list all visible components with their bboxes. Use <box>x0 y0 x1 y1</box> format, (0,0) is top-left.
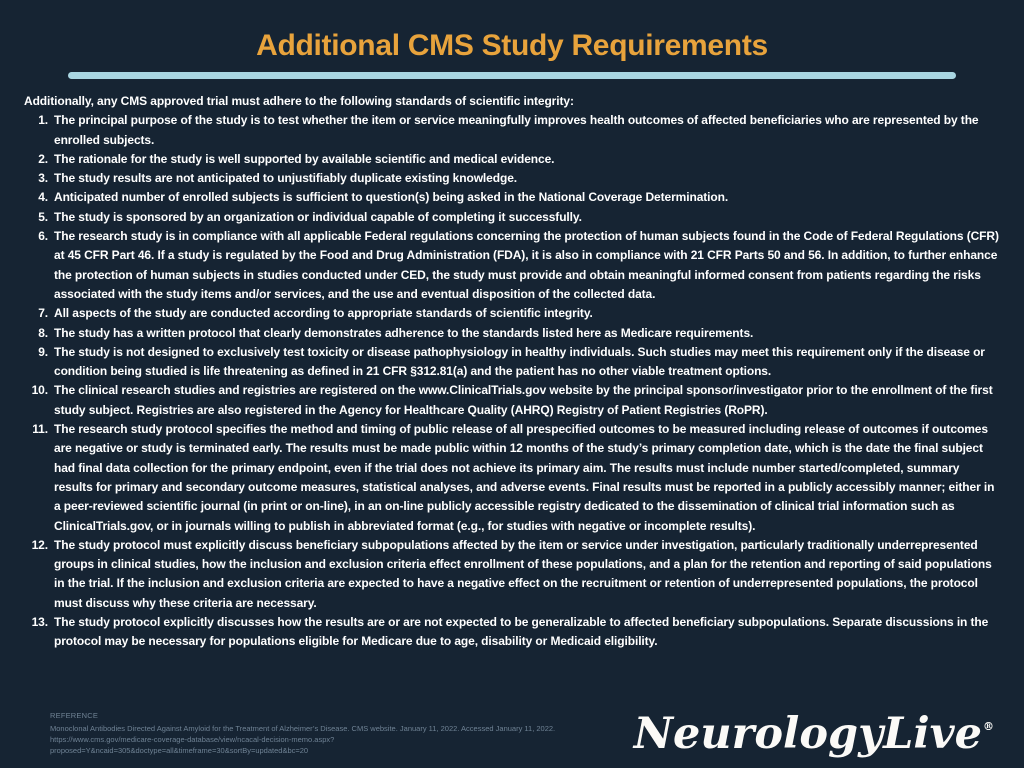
list-item <box>24 324 1000 343</box>
list-item-number: 12. <box>31 537 48 552</box>
reference-url-line1: https://www.cms.gov/medicare-coverage-database/view/ncacal-decision-memo.aspx? <box>50 735 335 744</box>
intro-text: Additionally, any CMS approved trial must adhere to the following standards of scientific integrity: <box>24 94 574 108</box>
reference-citation: Monoclonal Antibodies Directed Against Amyloid for the Treatment of Alzheimer’s Disease. CMS website. January 11, 2022. Accessed January 11, 2022. <box>50 724 556 733</box>
list-item <box>24 613 1000 652</box>
list-item-number: 1. <box>38 113 48 128</box>
list-item-text: The study protocol explicitly discusses how the results are or are not expected to be generalizable to affected beneficiary subpopulations. Separate discussions in the protocol may be necessary for populations eligible for Medicare due to age, disability or Medicaid eligibility. <box>54 615 989 649</box>
list-item-text: The clinical research studies and registries are registered on the www.ClinicalTrials.gov website by the principal sponsor/investigator prior to the enrollment of the first study subject. Registries are also registered in the Agency for Healthcare Quality (AHRQ) Registry of Patient Registries (RoPR). <box>54 383 993 417</box>
list-item-number: 10. <box>31 383 48 398</box>
list-item <box>24 420 1000 536</box>
list-item-number: 5. <box>38 209 48 224</box>
list-item-text: All aspects of the study are conducted according to appropriate standards of scientific integrity. <box>54 306 593 321</box>
list-item <box>24 304 1000 323</box>
list-item-text: The research study protocol specifies the method and timing of public release of all prespecified outcomes to be measured including release of outcomes if outcomes are negative or study is terminated early. The results must be made public within 12 months of the study’s primary completion date, which is the date the final subject had final data collection for the primary endpoint, even if the trial does not achieve its primary aim. The results must include number started/completed, summary results for primary and secondary outcome measures, statistical analyses, and adverse events. Final results must be reported in a publicly accessibly manner; either in a peer-reviewed scientific journal (in print or on-line), in an on-line publicly accessible registry dedicated to the dissemination of clinical trial information such as ClinicalTrials.gov, or in journals willing to publish in abbreviated format (e.g., for studies with negative or incomplete results). <box>54 422 995 533</box>
list-item-number: 7. <box>38 306 48 321</box>
neurologylive-logo <box>633 709 994 759</box>
list-item-text: Anticipated number of enrolled subjects is sufficient to question(s) being asked in the National Coverage Determination. <box>54 190 729 205</box>
list-item-text: The study is sponsored by an organization or individual capable of completing it successfully. <box>54 209 582 224</box>
list-item-text: The study results are not anticipated to unjustifiably duplicate existing knowledge. <box>54 171 518 186</box>
list-item <box>24 227 1000 304</box>
list-item-number: 9. <box>38 344 48 359</box>
list-item-number: 2. <box>38 151 48 166</box>
list-item <box>24 208 1000 227</box>
list-item-text: The study is not designed to exclusively test toxicity or disease pathophysiology in healthy individuals. Such studies may meet this requirement only if the disease or condition being studied is life threatening as defined in 21 CFR §312.81(a) and the patient has no other viable treatment options. <box>54 344 985 379</box>
list-item-number: 3. <box>38 171 48 186</box>
list-item-number: 8. <box>38 325 48 340</box>
list-item <box>24 150 1000 169</box>
list-item-text: The rationale for the study is well supported by available scientific and medical evidence. <box>54 151 555 166</box>
list-item-text: The study protocol must explicitly discuss beneficiary subpopulations affected by the item or service under investigation, particularly traditionally underrepresented groups in clinical studies, how the inclusion and exclusion criteria effect enrollment of these populations, and a plan for the retention and reporting of said populations in the trial. If the inclusion and exclusion criteria are expected to have a negative effect on the recruitment or retention of underrepresented populations, the protocol must discuss why these criteria are necessary. <box>54 537 992 610</box>
page-title: Additional CMS Study Requirements <box>256 29 768 62</box>
list-item <box>24 381 1000 420</box>
slide-footer <box>0 710 1024 768</box>
list-item-number: 11. <box>32 422 48 437</box>
list-item-number: 6. <box>38 229 48 244</box>
list-item <box>24 111 1000 150</box>
reference-section <box>50 710 555 756</box>
list-item <box>24 188 1000 207</box>
slide-body <box>0 79 1024 652</box>
reference-label: REFERENCE <box>50 711 99 720</box>
list-item <box>24 169 1000 188</box>
list-item <box>24 536 1000 613</box>
list-item-number: 4. <box>38 190 48 205</box>
title-underline <box>68 72 956 79</box>
list-item <box>24 343 1000 382</box>
list-item-text: The study has a written protocol that clearly demonstrates adherence to the standards listed here as Medicare requirements. <box>54 325 754 340</box>
registered-trademark-mark: ® <box>983 720 994 733</box>
requirements-list <box>24 111 1000 651</box>
logo-wordmark: NeurologyLive <box>633 709 982 759</box>
list-item-text: The research study is in compliance with all applicable Federal regulations concerning the protection of human subjects found in the Code of Federal Regulations (CFR) at 45 CFR Part 46. If a study is regulated by the Food and Drug Administration (FDA), it is also in compliance with 21 CFR Parts 50 and 56. In addition, to further enhance the protection of human subjects in studies conducted under CED, the study must provide and obtain meaningful informed consent from patients regarding the risks associated with the study items and/or services, and the use and eventual disposition of the collected data. <box>54 229 999 301</box>
list-item-number: 13. <box>31 615 48 630</box>
list-item-text: The principal purpose of the study is to test whether the item or service meaningfully improves health outcomes of affected beneficiaries who are represented by the enrolled subjects. <box>54 113 979 147</box>
reference-url-line2: proposed=Y&ncaid=305&doctype=all&timeframe=30&sortBy=updated&bc=20 <box>50 746 309 755</box>
